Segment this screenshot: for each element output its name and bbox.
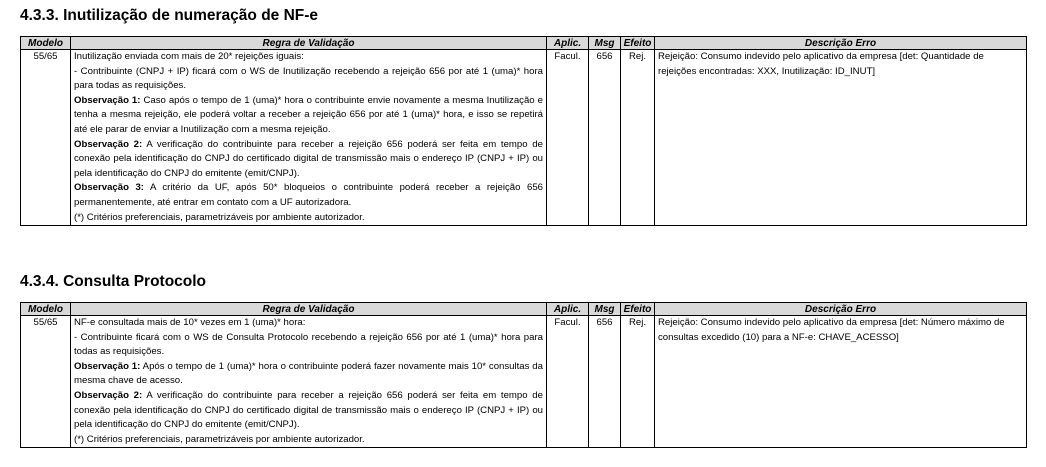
- cell-msg: 656: [589, 316, 621, 448]
- col-header-regra: Regra de Validação: [71, 303, 547, 316]
- col-header-aplic: Aplic.: [547, 303, 589, 316]
- observation-text: Após o tempo de 1 (uma)* hora o contribuinte poderá fazer novamente mais 10* consultas da mesma chave de acesso.: [74, 360, 543, 387]
- validation-table: [20, 36, 1027, 226]
- observation-text: Caso após o tempo de 1 (uma)* hora o contribuinte envie novamente a mesma Inutilização e tenha a mesma rejeição, ele poderá voltar a receber a rejeição 656 por até 1 (uma)* hora, e isso se repetirá até ele parar de enviar a Inutilização com a mesma rejeição.: [74, 94, 543, 135]
- validation-table: [20, 302, 1027, 448]
- observation-label: Observação 1:: [74, 360, 141, 372]
- rule-footnote: (*) Critérios preferenciais, parametrizáveis por ambiente autorizador.: [74, 433, 365, 445]
- rule-observation: [74, 181, 543, 210]
- cell-efeito: Rej.: [621, 316, 655, 448]
- col-header-descricao: Descrição Erro: [655, 37, 1027, 50]
- cell-modelo: 55/65: [21, 50, 71, 226]
- observation-text: A verificação do contribuinte para receber a rejeição 656 poderá ser feita em tempo de conexão pela identificação do CNPJ do certificado digital de transmissão mais o endereço IP (CNPJ + IP) ou pela identificação do CNPJ do emitente (emit/CNPJ).: [74, 138, 543, 179]
- section-consulta-protocolo: [20, 272, 1026, 448]
- rule-intro: NF-e consultada mais de 10* vezes em 1 (uma)* hora:: [74, 317, 306, 328]
- cell-msg: 656: [589, 50, 621, 226]
- table-row: [21, 316, 1027, 448]
- rule-observation: [74, 94, 543, 138]
- rule-observation: [74, 360, 543, 389]
- rule-observation: [74, 389, 543, 433]
- cell-regra: [71, 50, 547, 226]
- observation-text: A verificação do contribuinte para receber a rejeição 656 poderá ser feita em tempo de conexão pela identificação do CNPJ do certificado digital de transmissão mais o endereço IP (CNPJ + IP) ou pela identificação do CNPJ do emitente (emit/CNPJ).: [74, 389, 543, 431]
- col-header-modelo: Modelo: [21, 303, 71, 316]
- cell-efeito: Rej.: [621, 50, 655, 226]
- table-header-row: [21, 303, 1027, 316]
- section-heading: 4.3.4. Consulta Protocolo: [20, 273, 207, 290]
- observation-label: Observação 1:: [74, 94, 141, 106]
- rule-line: - Contribuinte (CNPJ + IP) ficará com o WS de Inutilização recebendo a rejeição 656 por até 1 (uma)* hora para todas as requisições.: [74, 65, 543, 92]
- cell-descricao: Rejeição: Consumo indevido pelo aplicativo da empresa [det: Quantidade de rejeições encontradas: XXX, Inutilização: ID_INUT]: [655, 50, 1027, 226]
- col-header-modelo: Modelo: [21, 37, 71, 50]
- observation-label: Observação 2:: [74, 389, 143, 401]
- rule-line: - Contribuinte ficará com o WS de Consulta Protocolo recebendo a rejeição 656 por até 1 (uma)* hora para todas as requisições.: [74, 331, 543, 358]
- col-header-efeito: Efeito: [621, 303, 655, 316]
- cell-modelo: 55/65: [21, 316, 71, 448]
- col-header-descricao: Descrição Erro: [655, 303, 1027, 316]
- col-header-msg: Msg: [589, 303, 621, 316]
- rule-observation: [74, 138, 543, 182]
- section-heading: 4.3.3. Inutilização de numeração de NF-e: [20, 7, 319, 24]
- col-header-msg: Msg: [589, 37, 621, 50]
- table-header-row: [21, 37, 1027, 50]
- observation-label: Observação 3:: [74, 182, 144, 194]
- cell-aplic: Facul.: [547, 50, 589, 226]
- col-header-regra: Regra de Validação: [71, 37, 547, 50]
- rule-intro: Inutilização enviada com mais de 20* rejeições iguais:: [74, 51, 304, 62]
- cell-aplic: Facul.: [547, 316, 589, 448]
- cell-descricao: Rejeição: Consumo indevido pelo aplicativo da empresa [det: Número máximo de consultas excedido (10) para a NF-e: CHAVE_ACESSO]: [655, 316, 1027, 448]
- observation-text: A critério da UF, após 50* bloqueios o contribuinte poderá receber a rejeição 656 permanentemente, até entrar em contato com a UF autorizadora.: [74, 182, 543, 208]
- col-header-efeito: Efeito: [621, 37, 655, 50]
- section-inutilizacao: [20, 6, 1026, 226]
- col-header-aplic: Aplic.: [547, 37, 589, 50]
- observation-label: Observação 2:: [74, 138, 143, 150]
- table-row: [21, 50, 1027, 226]
- rule-footnote: (*) Critérios preferenciais, parametrizáveis por ambiente autorizador.: [74, 211, 365, 223]
- cell-regra: [71, 316, 547, 448]
